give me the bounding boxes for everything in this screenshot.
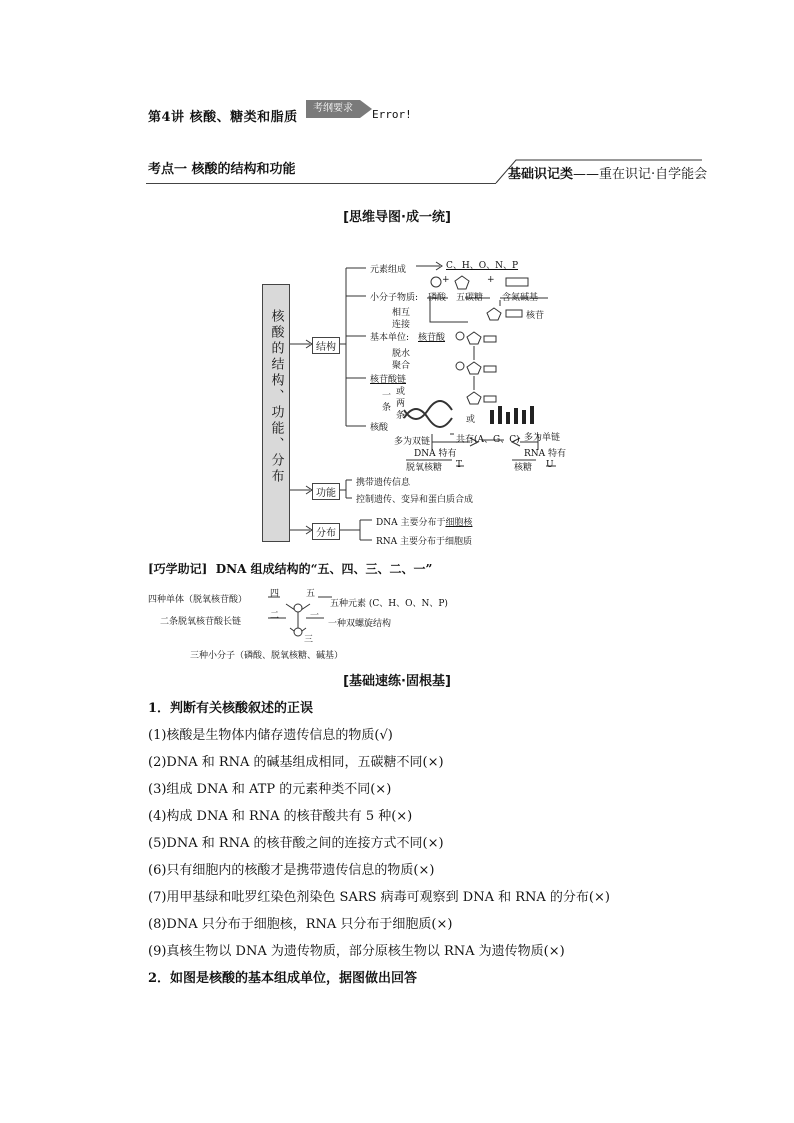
base-label: 含氮碱基 — [502, 293, 539, 303]
two-label: 两 — [396, 399, 406, 409]
t-label: T — [456, 460, 463, 470]
section-tag-sub: ——重在识记·自学能会 — [573, 167, 708, 182]
question-1: 1．判断有关核酸叙述的正误 — [148, 701, 314, 716]
tree-five: 五 — [306, 589, 316, 599]
u-label: U — [546, 460, 554, 470]
distribution-1 — [376, 515, 472, 528]
section-title: 考点一 核酸的结构和功能 — [148, 162, 296, 177]
lesson-title: 第4讲 核酸、糖类和脂质 — [148, 110, 298, 125]
dehydration-label-2: 聚合 — [392, 361, 411, 371]
unit-label: 基本单位: — [370, 333, 410, 343]
mnemonic-tag: [巧学助记] — [148, 562, 208, 576]
distribution-2: RNA 主要分布于细胞质 — [376, 537, 473, 547]
list-item: (4)构成 DNA 和 RNA 的核苷酸共有 5 种(×) — [148, 809, 413, 824]
distribution-box: 分布 — [312, 523, 340, 540]
mnemonic-text: DNA 组成结构的“五、四、三、二、一” — [215, 562, 433, 576]
list-item: (6)只有细胞内的核酸才是携带遗传信息的物质(×) — [148, 863, 435, 878]
nucleoside-label: 核苷 — [526, 311, 545, 321]
question-2: 2．如图是核酸的基本组成单位，据图做出回答 — [148, 971, 418, 986]
dna-unique-label: DNA 特有 — [414, 449, 457, 459]
root-box — [262, 284, 290, 542]
distribution-1-value: 细胞核 — [445, 518, 473, 528]
list-item: (9)真核生物以 DNA 为遗传物质，部分原核生物以 RNA 为遗传物质(×) — [148, 944, 565, 959]
distribution-1-prefix: DNA 主要分布于 — [376, 518, 446, 528]
function-2: 控制遗传、变异和蛋白质合成 — [356, 495, 474, 505]
strip2-label: 条 — [396, 411, 406, 421]
list-item: (8)DNA 只分布于细胞核，RNA 只分布于细胞质(×) — [148, 917, 453, 932]
element-label: 元素组成 — [370, 265, 407, 275]
nucleotide-label: 核苷酸 — [418, 333, 446, 343]
element-value: C、H、O、N、P — [446, 261, 519, 271]
mnemonic-right-1: 五种元素 (C、H、O、N、P) — [330, 599, 448, 609]
pentose-label: 五碳糖 — [456, 293, 484, 303]
mindmap-heading: [思维导图·成一统] — [343, 210, 451, 225]
root-label: 核酸的结构、功能、分布 — [268, 309, 284, 485]
tree-one: 一 — [310, 611, 320, 621]
deoxyribose-label: 脱氧核糖 — [406, 463, 443, 473]
structure-box: 结构 — [312, 337, 340, 354]
or-label: 或 — [396, 387, 406, 397]
list-item: (3)组成 DNA 和 ATP 的元素种类不同(×) — [148, 782, 392, 797]
chain-label: 核苷酸链 — [370, 375, 407, 385]
mnemonic-right-2: 一种双螺旋结构 — [328, 619, 392, 629]
ribose-label: 核糖 — [514, 463, 533, 473]
dehydration-label-1: 脱水 — [392, 349, 411, 359]
syllabus-badge: 考纲要求 — [306, 100, 360, 118]
section-tag-main: 基础识记类 — [508, 167, 574, 182]
link-label-2: 连接 — [392, 320, 411, 330]
list-item: (2)DNA 和 RNA 的碱基组成相同，五碳糖不同(×) — [148, 755, 444, 770]
error-text: Error! — [372, 108, 412, 121]
double-label: 多为双链 — [394, 437, 431, 447]
or2-label: 或 — [466, 415, 476, 425]
mnemonic-heading — [148, 560, 432, 577]
single-label: 多为单链 — [524, 433, 561, 443]
plus-icon: + — [442, 275, 450, 285]
function-box: 功能 — [312, 483, 340, 500]
mnemonic-bottom: 三种小分子（磷酸、脱氧核糖、碱基） — [190, 651, 344, 661]
practice-heading: [基础速练·固根基] — [343, 674, 451, 689]
mnemonic-left-2: 二条脱氧核苷酸长链 — [160, 617, 242, 627]
function-1: 携带遗传信息 — [356, 478, 411, 488]
nucleic-label: 核酸 — [370, 423, 389, 433]
rna-unique-label: RNA 特有 — [524, 449, 567, 459]
small-molecule-label: 小分子物质: — [370, 293, 419, 303]
strip-label: 条 — [382, 403, 392, 413]
plus-icon: + — [487, 275, 495, 285]
share-label: 共有(A、G、C) — [456, 435, 520, 445]
tree-three: 三 — [304, 635, 314, 645]
tree-two: 二 — [270, 611, 280, 621]
link-label-1: 相互 — [392, 308, 411, 318]
list-item: (7)用甲基绿和吡罗红染色剂染色 SARS 病毒可观察到 DNA 和 RNA 的分布(×) — [148, 890, 610, 905]
phosphate-label: 磷酸 — [428, 293, 447, 303]
one-label: 一 — [382, 391, 392, 401]
list-item: (5)DNA 和 RNA 的核苷酸之间的连接方式不同(×) — [148, 836, 444, 851]
list-item: (1)核酸是生物体内储存遗传信息的物质(√) — [148, 728, 393, 743]
tree-four: 四 — [270, 589, 280, 599]
mnemonic-left-1: 四种单体（脱氧核苷酸） — [148, 595, 248, 605]
